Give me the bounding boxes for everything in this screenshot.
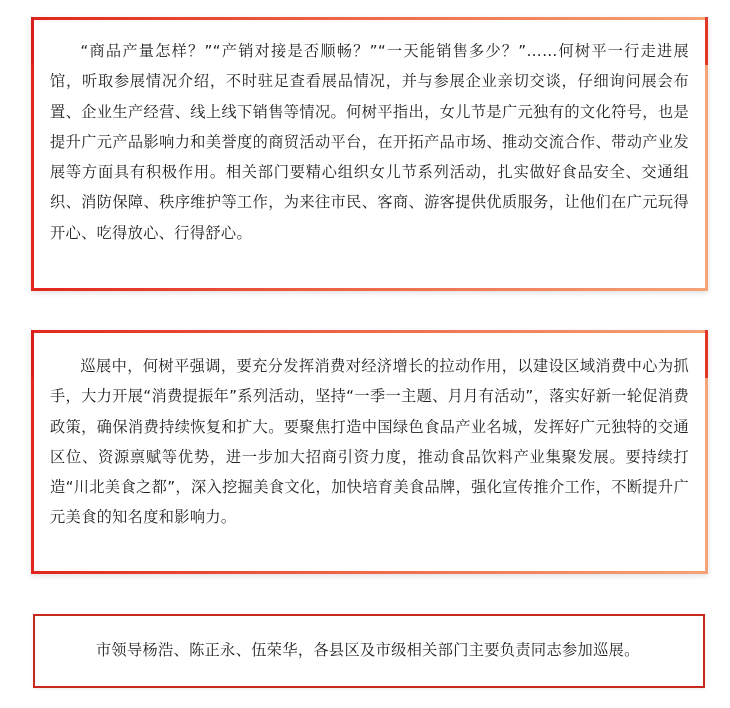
article-paragraph: “商品产量怎样？”“产销对接是否顺畅？”“一天能销售多少？”……何树平一行走进展馆，听取参展情况介绍，不时驻足查看展品情况，并与参展企业亲切交谈，仔细询问展会布置、企业生产经营、线上线下销售等情况。何树平指出，女儿节是广元独有的文化符号，也是提升广元产品影响力和美誉度的商贸活动平台，在开拓产品市场、推动交流合作、带动产业发展等方面具有积极作用。相关部门要精心组织女儿节系列活动，扎实做好食品安全、交通组织、消防保障、秩序维护等工作，为来往市民、客商、游客提供优质服务，让他们在广元玩得开心、吃得放心、行得舒心。	[50, 42, 689, 242]
article-paragraph: 市领导杨浩、陈正永、伍荣华，各县区及市级相关部门主要负责同志参加巡展。	[95, 641, 640, 659]
article-box-3	[33, 614, 705, 688]
article-box-2	[31, 330, 708, 574]
article-box-1	[31, 17, 708, 291]
article-paragraph: 巡展中，何树平强调，要充分发挥消费对经济增长的拉动作用，以建设区域消费中心为抓手，大力开展“消费提振年”系列活动，坚持“一季一主题、月月有活动”，落实好新一轮促消费政策，确保消费持续恢复和扩大。要聚焦打造中国绿色食品产业名城，发挥好广元独特的交通区位、资源禀赋等优势，进一步加大招商引资力度，推动食品饮料产业集聚发展。要持续打造“川北美食之都”，深入挖掘美食文化，加快培育美食品牌，强化宣传推介工作，不断提升广元美食的知名度和影响力。	[50, 357, 689, 527]
